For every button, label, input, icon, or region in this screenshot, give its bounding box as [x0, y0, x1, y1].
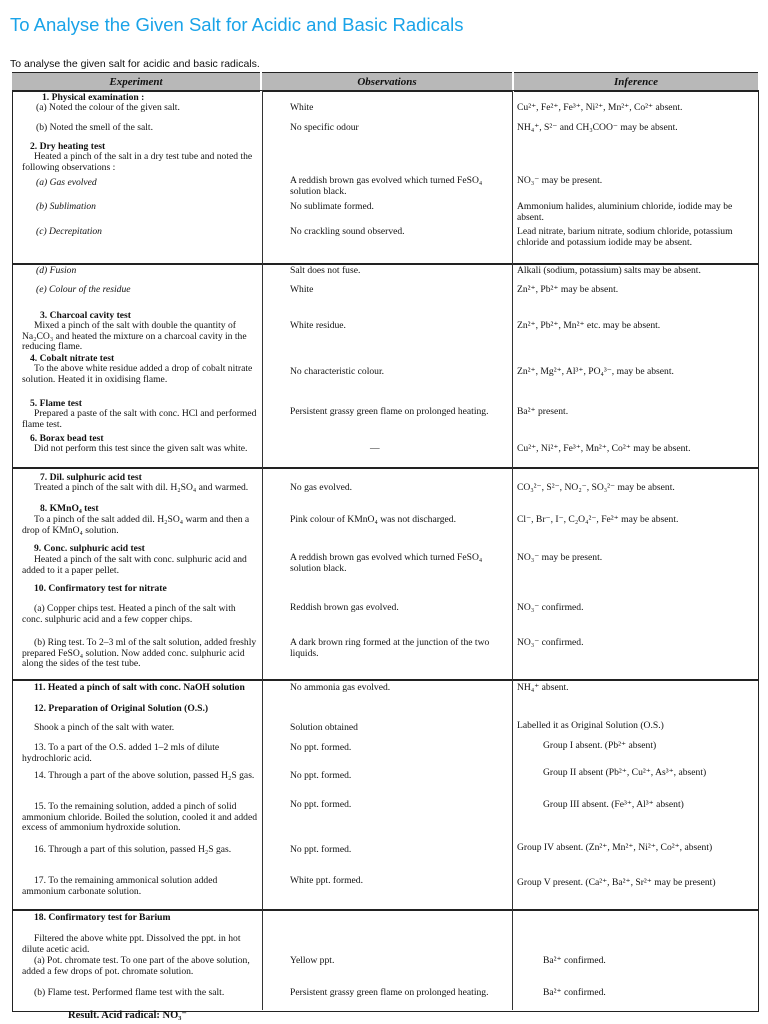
row-observation: Solution obtained — [290, 722, 358, 733]
row-observation: No ammonia gas evolved. — [290, 682, 391, 693]
row-heading: 9. Conc. sulphuric acid test — [34, 543, 145, 554]
row-heading: 18. Confirmatory test for Barium — [34, 912, 171, 923]
row-experiment: Heated a pinch of the salt with conc. sulphuric acid and added to it a paper pellet. — [22, 554, 247, 576]
row-inference: Ba²⁺ confirmed. — [543, 955, 606, 966]
row-observation: White residue. — [290, 320, 346, 331]
row-inference: Group I absent. (Pb²⁺ absent) — [543, 740, 657, 751]
row-observation: No crackling sound observed. — [290, 226, 405, 237]
row-heading: 8. KMnO₄ test — [40, 503, 99, 514]
row-experiment: (b) Flame test. Performed flame test with the salt. — [34, 987, 225, 998]
row-inference: Group IV absent. (Zn²⁺, Mn²⁺, Ni²⁺, Co²⁺, absent) — [517, 842, 713, 853]
column-divider — [512, 90, 513, 1010]
row-inference: NO₃⁻ confirmed. — [517, 602, 584, 613]
row-experiment: (a) Noted the colour of the given salt. — [36, 102, 180, 113]
row-experiment: 16. Through a part of this solution, passed H₂S gas. — [34, 844, 232, 855]
row-observation: White — [290, 102, 314, 113]
row-experiment: Did not perform this test since the given salt was white. — [34, 443, 248, 454]
row-heading: 7. Dil. sulphuric acid test — [40, 472, 142, 483]
row-observation: A reddish brown gas evolved which turned FeSO₄ solution black. — [290, 175, 483, 197]
row-observation: Persistent grassy green flame on prolonged heating. — [290, 987, 489, 998]
row-experiment: 15. To the remaining solution, added a pinch of solid ammonium chloride. Boiled the solution, cooled it and added excess of ammonium hydroxide solution. — [22, 801, 258, 834]
row-observation: Salt does not fuse. — [290, 265, 361, 276]
row-observation: Pink colour of KMnO₄ was not discharged. — [290, 514, 456, 525]
row-experiment: (a) Copper chips test. Heated a pinch of the salt with conc. sulphuric acid and a few copper chips. — [22, 603, 236, 625]
row-inference: CO₃²⁻, S²⁻, NO₂⁻, SO₃²⁻ may be absent. — [517, 482, 675, 493]
row-experiment: (a) Pot. chromate test. To one part of the above solution, added a few drops of pot. chromate solution. — [22, 955, 250, 977]
row-observation: No characteristic colour. — [290, 366, 385, 377]
row-observation: White ppt. formed. — [290, 875, 363, 886]
row-inference: Group II absent (Pb²⁺, Cu²⁺, As³⁺, absent) — [543, 767, 707, 778]
row-experiment: Heated a pinch of the salt in a dry test tube and noted the following observations : — [22, 151, 253, 173]
row-inference: Cu²⁺, Fe²⁺, Fe³⁺, Ni²⁺, Mn²⁺, Co²⁺ absent. — [517, 102, 683, 113]
row-experiment: (b) Noted the smell of the salt. — [36, 122, 153, 133]
row-inference: Ammonium halides, aluminium chloride, iodide may be absent. — [517, 201, 733, 223]
row-inference: Lead nitrate, barium nitrate, sodium chloride, potassium chloride and potassium iodide may be absent. — [517, 226, 733, 248]
row-inference: NO₃⁻ confirmed. — [517, 637, 584, 648]
row-observation: No ppt. formed. — [290, 770, 352, 781]
row-experiment: (b) Sublimation — [36, 201, 96, 212]
row-inference: NH₄⁺ absent. — [517, 682, 569, 693]
row-experiment: To the above white residue added a drop of cobalt nitrate solution. Heated it in oxidising flame. — [22, 363, 253, 385]
row-experiment: To a pinch of the salt added dil. H₂SO₄ warm and then a drop of KMnO₄ solution. — [22, 514, 250, 536]
row-observation: No ppt. formed. — [290, 799, 352, 810]
row-heading: 3. Charcoal cavity test — [40, 310, 131, 321]
header-experiment: Experiment — [12, 72, 260, 92]
row-inference: Ba²⁺ present. — [517, 406, 569, 417]
row-inference: NO₃⁻ may be present. — [517, 175, 603, 186]
row-observation: — — [370, 443, 380, 454]
row-observation: Persistent grassy green flame on prolonged heating. — [290, 406, 489, 417]
row-experiment: 14. Through a part of the above solution, passed H₂S gas. — [34, 770, 255, 781]
row-observation: No specific odour — [290, 122, 359, 133]
row-inference: Zn²⁺, Mg²⁺, Al³⁺, PO₄³⁻, may be absent. — [517, 366, 674, 377]
row-experiment: (a) Gas evolved — [36, 177, 97, 188]
page-title: To Analyse the Given Salt for Acidic and Basic Radicals — [10, 14, 464, 35]
row-inference: Zn²⁺, Pb²⁺ may be absent. — [517, 284, 619, 295]
row-inference: Alkali (sodium, potassium) salts may be absent. — [517, 265, 701, 276]
row-heading: 11. Heated a pinch of salt with conc. NaOH solution — [34, 682, 245, 693]
row-observation: No sublimate formed. — [290, 201, 374, 212]
row-inference: NO₃⁻ may be present. — [517, 552, 603, 563]
header-inference: Inference — [514, 72, 758, 92]
row-heading: 10. Confirmatory test for nitrate — [34, 583, 167, 594]
row-inference: Labelled it as Original Solution (O.S.) — [517, 720, 664, 731]
row-heading: 5. Flame test — [30, 398, 82, 409]
row-inference: Cl⁻, Br⁻, I⁻, C₂O₄²⁻, Fe²⁺ may be absent. — [517, 514, 679, 525]
row-observation: White — [290, 284, 314, 295]
row-heading: 4. Cobalt nitrate test — [30, 353, 115, 364]
row-heading: 6. Borax bead test — [30, 433, 104, 444]
row-experiment: Prepared a paste of the salt with conc. HCl and performed flame test. — [22, 408, 257, 430]
row-observation: Reddish brown gas evolved. — [290, 602, 399, 613]
row-experiment: Shook a pinch of the salt with water. — [34, 722, 175, 733]
header-observations: Observations — [262, 72, 512, 92]
row-heading: 12. Preparation of Original Solution (O.S.) — [34, 703, 209, 714]
row-heading: 2. Dry heating test — [30, 141, 106, 152]
row-inference: Group V present. (Ca²⁺, Ba²⁺, Sr²⁺ may be present) — [517, 877, 716, 888]
row-observation: No ppt. formed. — [290, 844, 352, 855]
row-experiment: Mixed a pinch of the salt with double the quantity of Na₂CO₃ and heated the mixture on a charcoal cavity in the reducing flame. — [22, 320, 247, 353]
row-inference: NH₄⁺, S²⁻ and CH₃COO⁻ may be absent. — [517, 122, 678, 133]
row-experiment: (d) Fusion — [36, 265, 77, 276]
row-experiment: (c) Decrepitation — [36, 226, 102, 237]
row-heading: 1. Physical examination : — [42, 92, 145, 103]
row-inference: Group III absent. (Fe³⁺, Al³⁺ absent) — [543, 799, 684, 810]
row-observation: A reddish brown gas evolved which turned FeSO₄ solution black. — [290, 552, 483, 574]
row-experiment: 13. To a part of the O.S. added 1–2 mls of dilute hydrochloric acid. — [22, 742, 220, 764]
row-observation: No gas evolved. — [290, 482, 353, 493]
row-observation: No ppt. formed. — [290, 742, 352, 753]
page-subtitle: To analyse the given salt for acidic and basic radicals. — [10, 58, 260, 70]
row-inference: Cu²⁺, Ni²⁺, Fe³⁺, Mn²⁺, Co²⁺ may be absent. — [517, 443, 691, 454]
row-experiment: (b) Ring test. To 2–3 ml of the salt solution, added freshly prepared FeSO₄ solution. Now added conc. sulphuric acid along the sides of the test tube. — [22, 637, 257, 670]
row-experiment: Treated a pinch of the salt with dil. H₂SO₄ and warmed. — [34, 482, 249, 493]
result-line: Result. Acid radical: NO₃⁻ — [68, 1010, 187, 1021]
row-inference: Ba²⁺ confirmed. — [543, 987, 606, 998]
row-observation: A dark brown ring formed at the junction of the two liquids. — [290, 637, 490, 659]
row-inference: Zn²⁺, Pb²⁺, Mn²⁺ etc. may be absent. — [517, 320, 661, 331]
row-experiment: 17. To the remaining ammonical solution added ammonium carbonate solution. — [22, 875, 218, 897]
row-experiment: (e) Colour of the residue — [36, 284, 131, 295]
row-experiment: Filtered the above white ppt. Dissolved the ppt. in hot dilute acetic acid. — [22, 933, 241, 955]
row-observation: Yellow ppt. — [290, 955, 335, 966]
